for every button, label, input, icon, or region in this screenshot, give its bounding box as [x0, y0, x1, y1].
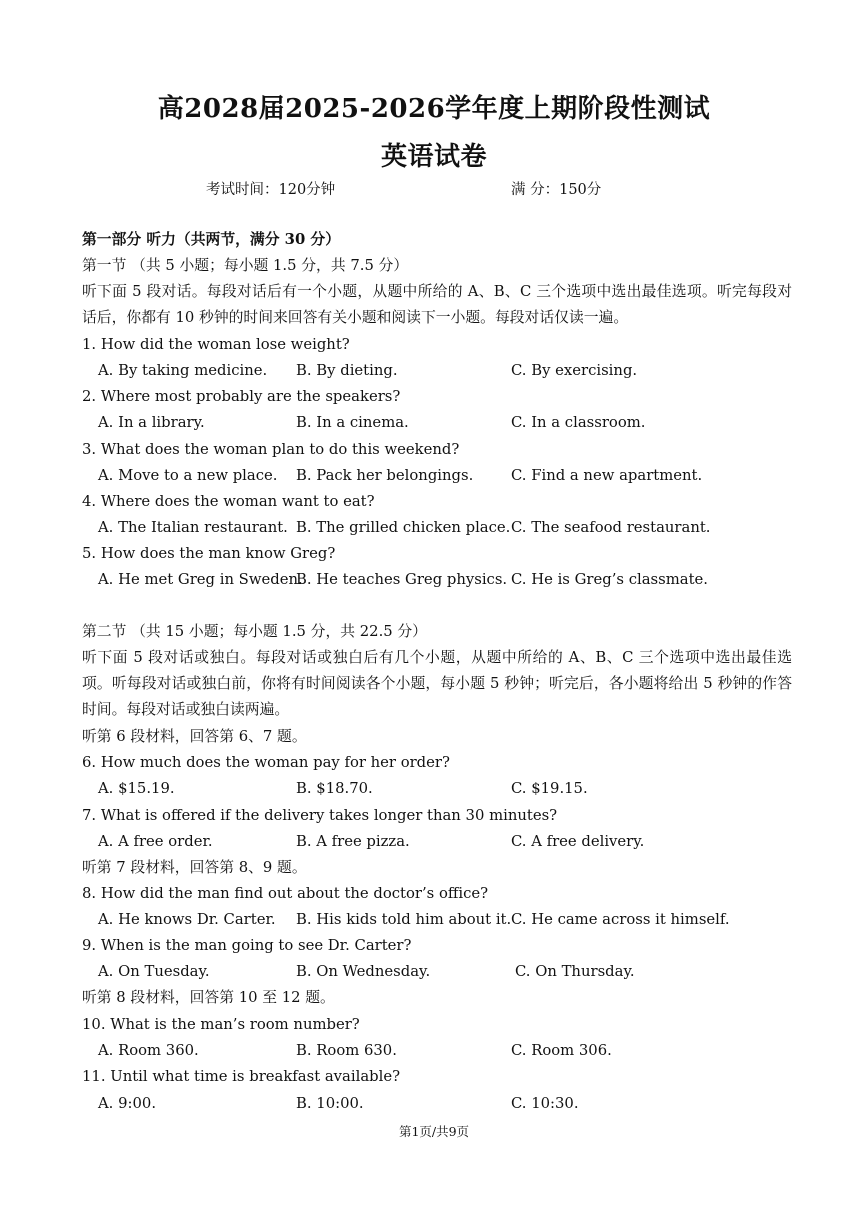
option-b: B. His kids told him about it. — [296, 911, 512, 928]
question-7: 7. What is offered if the delivery takes longer than 30 minutes? — [82, 807, 558, 824]
question-3: 3. What does the woman plan to do this weekend? — [82, 441, 460, 458]
option-c: C. $19.15. — [511, 780, 588, 797]
option-a: A. By taking medicine. — [98, 362, 268, 379]
question-9: 9. When is the man going to see Dr. Carter? — [82, 937, 412, 954]
option-b: B. By dieting. — [296, 362, 398, 379]
option-c: C. The seafood restaurant. — [511, 519, 711, 536]
option-c: C. Room 306. — [511, 1042, 612, 1059]
option-a: A. He knows Dr. Carter. — [98, 911, 276, 928]
material-6-instruction: 听第 6 段材料，回答第 6、7 题。 — [82, 728, 307, 745]
option-b: B. 10:00. — [296, 1095, 364, 1112]
option-c: C. 10:30. — [511, 1095, 579, 1112]
material-7-instruction: 听第 7 段材料，回答第 8、9 题。 — [82, 859, 307, 876]
question-8: 8. How did the man find out about the doctor’s office? — [82, 885, 489, 902]
exam-time: 考试时间：120分钟 — [206, 182, 336, 198]
question-10: 10. What is the man’s room number? — [82, 1016, 360, 1033]
option-c: C. He is Greg’s classmate. — [511, 571, 709, 588]
question-1: 1. How did the woman lose weight? — [82, 336, 350, 353]
section1-instructions: 听下面 5 段对话。每段对话后有一个小题，从题中所给的 A、B、C 三个选项中选出最佳选项。听完每段对话后，你都有 10 秒钟的时间来回答有关小题和阅读下一小题。每段对话仅读一遍。 — [82, 283, 792, 327]
question-5: 5. How does the man know Greg? — [82, 545, 336, 562]
option-a: A. Move to a new place. — [98, 467, 278, 484]
option-b: B. The grilled chicken place. — [296, 519, 511, 536]
question-4: 4. Where does the woman want to eat? — [82, 493, 375, 510]
question-6: 6. How much does the woman pay for her order? — [82, 754, 450, 771]
option-b: B. $18.70. — [296, 780, 373, 797]
option-a: A. The Italian restaurant. — [98, 519, 288, 536]
section2-instructions: 听下面 5 段对话或独白。每段对话或独白后有几个小题，从题中所给的 A、B、C 三个选项中选出最佳选项。听每段对话或独白前，你将有时间阅读各个小题，每小题 5 秒钟；听完后，各小题将给出 5 秒钟的作答时间。每段对话或独白读两遍。 — [82, 649, 792, 719]
option-b: B. A free pizza. — [296, 833, 410, 850]
option-a: A. On Tuesday. — [98, 963, 210, 980]
option-c: C. He came across it himself. — [511, 911, 730, 928]
exam-title: 高2028届2025-2026学年度上期阶段性测试 — [157, 94, 711, 124]
option-b: B. In a cinema. — [296, 414, 409, 431]
question-11: 11. Until what time is breakfast available? — [82, 1068, 401, 1085]
option-b: B. On Wednesday. — [296, 963, 431, 980]
section1-heading: 第一节 （共 5 小题；每小题 1.5 分，共 7.5 分） — [82, 257, 409, 274]
option-b: B. Room 630. — [296, 1042, 397, 1059]
option-c: C. In a classroom. — [511, 414, 646, 431]
option-a: A. In a library. — [98, 414, 205, 431]
exam-subtitle: 英语试卷 — [380, 142, 487, 172]
option-a: A. 9:00. — [98, 1095, 157, 1112]
question-2: 2. Where most probably are the speakers? — [82, 388, 401, 405]
option-c: C. By exercising. — [511, 362, 638, 379]
option-b: B. He teaches Greg physics. — [296, 571, 508, 588]
material-8-instruction: 听第 8 段材料，回答第 10 至 12 题。 — [82, 989, 335, 1006]
option-c: C. Find a new apartment. — [511, 467, 703, 484]
option-b: B. Pack her belongings. — [296, 467, 474, 484]
option-a: A. A free order. — [98, 833, 213, 850]
option-c: C. A free delivery. — [511, 833, 645, 850]
part1-heading: 第一部分 听力（共两节，满分 30 分） — [82, 231, 341, 248]
page-number: 第1页/共9页 — [398, 1124, 470, 1139]
option-a: A. $15.19. — [98, 780, 175, 797]
option-c: C. On Thursday. — [515, 963, 635, 980]
section2-heading: 第二节 （共 15 小题；每小题 1.5 分，共 22.5 分） — [82, 623, 427, 640]
option-a: A. Room 360. — [98, 1042, 199, 1059]
option-a: A. He met Greg in Sweden. — [98, 571, 303, 588]
full-score: 满 分：150分 — [511, 182, 602, 198]
